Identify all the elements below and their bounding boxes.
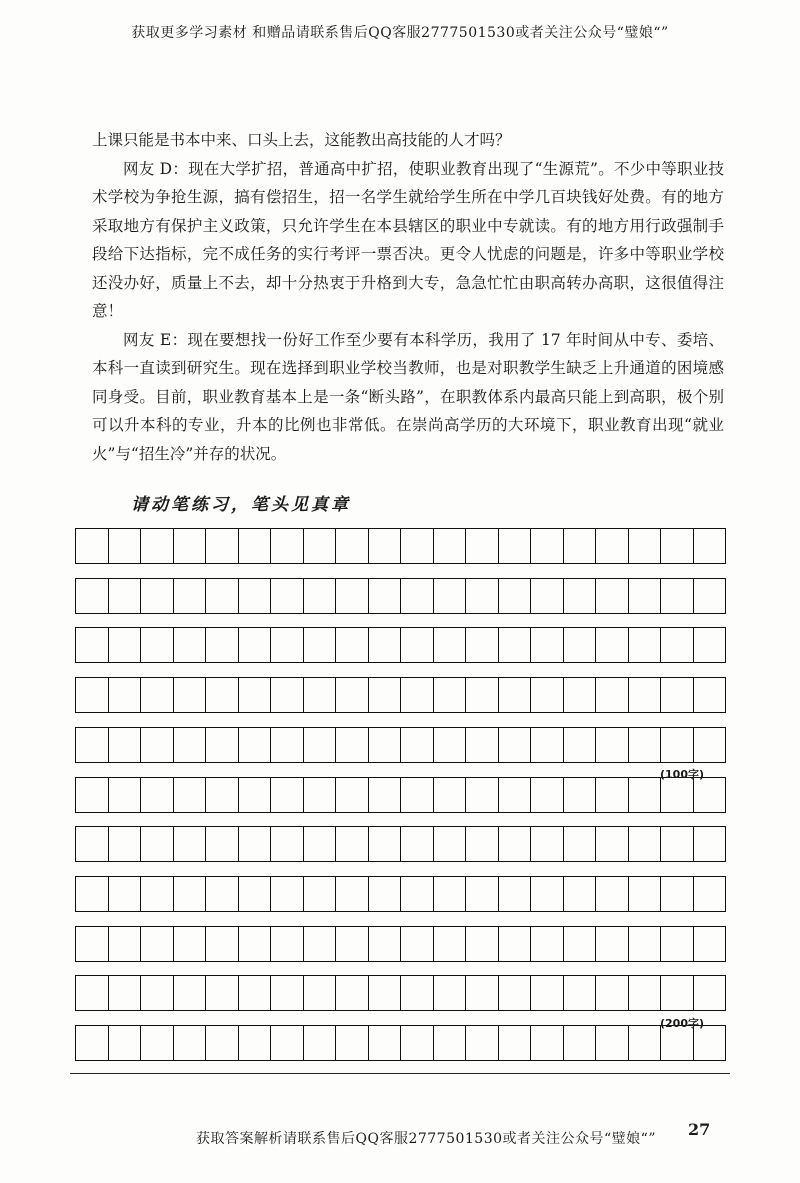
grid-cell[interactable] <box>401 927 434 961</box>
grid-cell[interactable] <box>434 976 467 1010</box>
grid-cell[interactable] <box>369 678 402 712</box>
grid-cell[interactable] <box>141 927 174 961</box>
grid-cell[interactable] <box>271 579 304 613</box>
grid-row <box>75 1025 726 1061</box>
count-mark-100: (100字) <box>660 768 705 781</box>
grid-cell[interactable] <box>369 778 402 812</box>
grid-cell[interactable] <box>304 976 337 1010</box>
grid-cell[interactable] <box>596 678 629 712</box>
grid-cell[interactable] <box>174 628 207 662</box>
page-number: 27 <box>688 1120 711 1139</box>
grid-cell[interactable] <box>629 529 662 563</box>
grid-cell[interactable] <box>76 1026 109 1060</box>
grid-cell[interactable] <box>76 877 109 911</box>
grid-cell[interactable] <box>76 728 109 762</box>
grid-cell[interactable] <box>596 827 629 861</box>
grid-cell[interactable] <box>304 529 337 563</box>
grid-cell[interactable] <box>401 976 434 1010</box>
grid-cell[interactable] <box>466 1026 499 1060</box>
grid-cell[interactable] <box>76 678 109 712</box>
grid-cell[interactable] <box>109 628 142 662</box>
grid-cell[interactable] <box>661 827 694 861</box>
grid-cell[interactable] <box>564 728 597 762</box>
grid-cell[interactable] <box>499 529 532 563</box>
grid-cell[interactable] <box>531 678 564 712</box>
grid-cell[interactable] <box>629 927 662 961</box>
grid-cell[interactable] <box>336 778 369 812</box>
footer-note: 获取答案解析请联系售后QQ客服2777501530或者关注公众号“璧娘“” <box>196 1131 656 1147</box>
grid-cell[interactable] <box>239 678 272 712</box>
grid-cell[interactable] <box>661 927 694 961</box>
grid-cell[interactable] <box>239 1026 272 1060</box>
grid-cell[interactable] <box>271 728 304 762</box>
grid-cell[interactable] <box>174 827 207 861</box>
grid-row <box>75 876 726 912</box>
grid-cell[interactable] <box>369 877 402 911</box>
grid-cell[interactable] <box>141 827 174 861</box>
grid-row <box>75 627 726 663</box>
grid-cell[interactable] <box>401 877 434 911</box>
grid-cell[interactable] <box>564 628 597 662</box>
grid-cell[interactable] <box>499 877 532 911</box>
header-note: 获取更多学习素材 和赠品请联系售后QQ客服2777501530或者关注公众号“璧娘“” <box>131 25 669 41</box>
grid-row <box>75 826 726 862</box>
grid-cell[interactable] <box>499 927 532 961</box>
grid-row <box>75 578 726 614</box>
grid-cell[interactable] <box>239 529 272 563</box>
grid-cell[interactable] <box>596 728 629 762</box>
grid-cell[interactable] <box>109 827 142 861</box>
grid-cell[interactable] <box>466 579 499 613</box>
grid-cell[interactable] <box>499 976 532 1010</box>
grid-cell[interactable] <box>141 728 174 762</box>
grid-cell[interactable] <box>304 1026 337 1060</box>
grid-cell[interactable] <box>304 678 337 712</box>
grid-cell[interactable] <box>174 678 207 712</box>
grid-cell[interactable] <box>564 877 597 911</box>
grid-cell[interactable] <box>694 976 726 1010</box>
grid-cell[interactable] <box>239 728 272 762</box>
grid-cell[interactable] <box>206 678 239 712</box>
grid-cell[interactable] <box>141 529 174 563</box>
grid-cell[interactable] <box>661 628 694 662</box>
paragraph-netizen-d: 网友 D：现在大学扩招，普通高中扩招，使职业教育出现了“生源荒”。不少中等职业技术学校为争抢生源，搞有偿招生，招一名学生就给学生所在中学几百块钱好处费。有的地方采取地方有保护主义政策，只允许学生在本县辖区的职业中专就读。有的地方用行政强制手段给下达指标，完不成任务的实行考评一票否决。更令人忧虑的问题是，许多中等职业学校还没办好，质量上不去，却十分热衷于升格到大专，急急忙忙由职高转办高职，这很值得注意！ <box>92 159 724 320</box>
grid-cell[interactable] <box>466 529 499 563</box>
grid-cell[interactable] <box>596 927 629 961</box>
grid-cell[interactable] <box>336 927 369 961</box>
grid-row <box>75 975 726 1011</box>
grid-cell[interactable] <box>466 728 499 762</box>
grid-cell[interactable] <box>499 579 532 613</box>
grid-cell[interactable] <box>564 976 597 1010</box>
grid-cell[interactable] <box>336 628 369 662</box>
grid-cell[interactable] <box>336 827 369 861</box>
grid-cell[interactable] <box>694 628 726 662</box>
grid-cell[interactable] <box>304 728 337 762</box>
grid-cell[interactable] <box>271 778 304 812</box>
grid-cell[interactable] <box>694 678 726 712</box>
grid-cell[interactable] <box>239 628 272 662</box>
grid-cell[interactable] <box>564 778 597 812</box>
count-mark-200: (200字) <box>660 1017 705 1030</box>
grid-cell[interactable] <box>206 877 239 911</box>
grid-cell[interactable] <box>304 579 337 613</box>
grid-cell[interactable] <box>271 529 304 563</box>
grid-cell[interactable] <box>401 579 434 613</box>
grid-cell[interactable] <box>271 1026 304 1060</box>
grid-cell[interactable] <box>466 927 499 961</box>
grid-cell[interactable] <box>141 579 174 613</box>
grid-cell[interactable] <box>369 1026 402 1060</box>
grid-cell[interactable] <box>596 976 629 1010</box>
grid-cell[interactable] <box>499 778 532 812</box>
grid-cell[interactable] <box>206 927 239 961</box>
grid-cell[interactable] <box>109 728 142 762</box>
grid-cell[interactable] <box>369 628 402 662</box>
grid-cell[interactable] <box>434 1026 467 1060</box>
grid-cell[interactable] <box>661 678 694 712</box>
grid-cell[interactable] <box>629 976 662 1010</box>
grid-row <box>75 926 726 962</box>
grid-cell[interactable] <box>531 529 564 563</box>
grid-cell[interactable] <box>239 877 272 911</box>
grid-cell[interactable] <box>499 678 532 712</box>
grid-cell[interactable] <box>174 976 207 1010</box>
practice-prompt: 请动笔练习，笔头见真章 <box>131 495 351 515</box>
grid-cell[interactable] <box>76 976 109 1010</box>
grid-cell[interactable] <box>694 877 726 911</box>
grid-cell[interactable] <box>239 827 272 861</box>
grid-cell[interactable] <box>661 728 694 762</box>
grid-cell[interactable] <box>596 1026 629 1060</box>
grid-cell[interactable] <box>369 579 402 613</box>
grid-cell[interactable] <box>629 877 662 911</box>
grid-cell[interactable] <box>239 579 272 613</box>
grid-cell[interactable] <box>304 877 337 911</box>
grid-cell[interactable] <box>564 678 597 712</box>
grid-cell[interactable] <box>174 1026 207 1060</box>
grid-cell[interactable] <box>694 579 726 613</box>
grid-cell[interactable] <box>434 529 467 563</box>
grid-cell[interactable] <box>174 579 207 613</box>
grid-cell[interactable] <box>401 778 434 812</box>
grid-cell[interactable] <box>466 877 499 911</box>
grid-cell[interactable] <box>336 877 369 911</box>
grid-cell[interactable] <box>76 628 109 662</box>
grid-cell[interactable] <box>109 778 142 812</box>
grid-cell[interactable] <box>271 877 304 911</box>
grid-cell[interactable] <box>434 927 467 961</box>
grid-cell[interactable] <box>564 1026 597 1060</box>
grid-cell[interactable] <box>369 927 402 961</box>
grid-cell[interactable] <box>401 529 434 563</box>
grid-cell[interactable] <box>401 827 434 861</box>
grid-cell[interactable] <box>694 927 726 961</box>
grid-cell[interactable] <box>401 628 434 662</box>
grid-cell[interactable] <box>206 976 239 1010</box>
grid-cell[interactable] <box>109 678 142 712</box>
grid-cell[interactable] <box>304 927 337 961</box>
grid-cell[interactable] <box>499 728 532 762</box>
grid-cell[interactable] <box>141 1026 174 1060</box>
grid-cell[interactable] <box>239 778 272 812</box>
grid-cell[interactable] <box>661 579 694 613</box>
grid-cell[interactable] <box>661 976 694 1010</box>
grid-cell[interactable] <box>694 778 726 812</box>
grid-cell[interactable] <box>629 778 662 812</box>
grid-cell[interactable] <box>694 529 726 563</box>
grid-cell[interactable] <box>434 778 467 812</box>
grid-cell[interactable] <box>336 1026 369 1060</box>
grid-cell[interactable] <box>109 529 142 563</box>
grid-cell[interactable] <box>76 927 109 961</box>
grid-cell[interactable] <box>174 877 207 911</box>
grid-cell[interactable] <box>531 927 564 961</box>
grid-cell[interactable] <box>466 827 499 861</box>
grid-cell[interactable] <box>76 529 109 563</box>
grid-cell[interactable] <box>271 628 304 662</box>
grid-cell[interactable] <box>336 728 369 762</box>
grid-cell[interactable] <box>271 927 304 961</box>
grid-cell[interactable] <box>466 976 499 1010</box>
grid-cell[interactable] <box>531 579 564 613</box>
grid-cell[interactable] <box>174 728 207 762</box>
grid-cell[interactable] <box>369 728 402 762</box>
grid-cell[interactable] <box>596 579 629 613</box>
grid-cell[interactable] <box>304 628 337 662</box>
grid-cell[interactable] <box>109 976 142 1010</box>
grid-cell[interactable] <box>564 827 597 861</box>
paragraph-continuation: 上课只能是书本中来、口头上去，这能教出高技能的人才吗？ <box>92 131 511 149</box>
grid-cell[interactable] <box>369 529 402 563</box>
grid-cell[interactable] <box>206 778 239 812</box>
grid-cell[interactable] <box>434 678 467 712</box>
grid-cell[interactable] <box>141 628 174 662</box>
grid-cell[interactable] <box>434 827 467 861</box>
grid-cell[interactable] <box>434 579 467 613</box>
grid-row <box>75 677 726 713</box>
grid-cell[interactable] <box>271 827 304 861</box>
grid-cell[interactable] <box>694 728 726 762</box>
grid-row <box>75 727 726 763</box>
grid-cell[interactable] <box>174 778 207 812</box>
grid-cell[interactable] <box>239 927 272 961</box>
grid-cell[interactable] <box>304 778 337 812</box>
grid-cell[interactable] <box>531 728 564 762</box>
grid-cell[interactable] <box>629 678 662 712</box>
grid-cell[interactable] <box>531 877 564 911</box>
grid-cell[interactable] <box>141 678 174 712</box>
grid-cell[interactable] <box>206 529 239 563</box>
grid-cell[interactable] <box>401 678 434 712</box>
grid-cell[interactable] <box>174 529 207 563</box>
grid-cell[interactable] <box>206 827 239 861</box>
grid-cell[interactable] <box>206 628 239 662</box>
grid-cell[interactable] <box>596 877 629 911</box>
grid-cell[interactable] <box>336 529 369 563</box>
grid-cell[interactable] <box>141 778 174 812</box>
grid-cell[interactable] <box>401 1026 434 1060</box>
grid-cell[interactable] <box>271 678 304 712</box>
grid-cell[interactable] <box>109 579 142 613</box>
grid-cell[interactable] <box>76 778 109 812</box>
bottom-rule <box>70 1073 730 1074</box>
grid-cell[interactable] <box>661 1026 694 1060</box>
grid-cell[interactable] <box>206 728 239 762</box>
grid-cell[interactable] <box>174 927 207 961</box>
grid-cell[interactable] <box>596 778 629 812</box>
grid-cell[interactable] <box>336 678 369 712</box>
grid-row <box>75 777 726 813</box>
grid-cell[interactable] <box>499 1026 532 1060</box>
grid-cell[interactable] <box>564 529 597 563</box>
grid-cell[interactable] <box>531 1026 564 1060</box>
grid-cell[interactable] <box>434 628 467 662</box>
grid-cell[interactable] <box>141 976 174 1010</box>
grid-cell[interactable] <box>661 778 694 812</box>
grid-cell[interactable] <box>694 1026 726 1060</box>
grid-cell[interactable] <box>109 1026 142 1060</box>
grid-cell[interactable] <box>531 827 564 861</box>
grid-cell[interactable] <box>661 877 694 911</box>
grid-cell[interactable] <box>661 529 694 563</box>
grid-cell[interactable] <box>434 728 467 762</box>
grid-cell[interactable] <box>434 877 467 911</box>
grid-cell[interactable] <box>369 827 402 861</box>
grid-cell[interactable] <box>694 827 726 861</box>
grid-cell[interactable] <box>109 927 142 961</box>
grid-cell[interactable] <box>401 728 434 762</box>
grid-cell[interactable] <box>629 579 662 613</box>
grid-cell[interactable] <box>76 827 109 861</box>
grid-cell[interactable] <box>336 976 369 1010</box>
grid-cell[interactable] <box>564 927 597 961</box>
grid-cell[interactable] <box>596 628 629 662</box>
grid-cell[interactable] <box>629 1026 662 1060</box>
grid-cell[interactable] <box>239 976 272 1010</box>
grid-cell[interactable] <box>596 529 629 563</box>
grid-cell[interactable] <box>304 827 337 861</box>
paragraph-netizen-e: 网友 E：现在要想找一份好工作至少要有本科学历，我用了 17 年时间从中专、委培、本科一直读到研究生。现在选择到职业学校当教师，也是对职教学生缺乏上升通道的困境感同身受。目前，职业教育基本上是一条“断头路”，在职教体系内最高只能上到高职，极个别可以升本科的专业，升本的比例也非常低。在崇尚高学历的大环境下，职业教育出现“就业火”与“招生冷”并存的状况。 <box>92 330 724 463</box>
grid-row <box>75 528 726 564</box>
passage <box>92 126 724 468</box>
grid-cell[interactable] <box>109 877 142 911</box>
grid-cell[interactable] <box>531 778 564 812</box>
grid-cell[interactable] <box>531 628 564 662</box>
grid-cell[interactable] <box>629 628 662 662</box>
grid-cell[interactable] <box>76 579 109 613</box>
grid-cell[interactable] <box>141 877 174 911</box>
grid-cell[interactable] <box>629 728 662 762</box>
grid-cell[interactable] <box>629 827 662 861</box>
grid-cell[interactable] <box>336 579 369 613</box>
grid-cell[interactable] <box>499 628 532 662</box>
grid-cell[interactable] <box>564 579 597 613</box>
grid-cell[interactable] <box>206 1026 239 1060</box>
grid-cell[interactable] <box>206 579 239 613</box>
grid-cell[interactable] <box>466 778 499 812</box>
grid-cell[interactable] <box>369 976 402 1010</box>
grid-cell[interactable] <box>271 976 304 1010</box>
grid-cell[interactable] <box>531 976 564 1010</box>
grid-cell[interactable] <box>499 827 532 861</box>
grid-cell[interactable] <box>466 678 499 712</box>
grid-cell[interactable] <box>466 628 499 662</box>
